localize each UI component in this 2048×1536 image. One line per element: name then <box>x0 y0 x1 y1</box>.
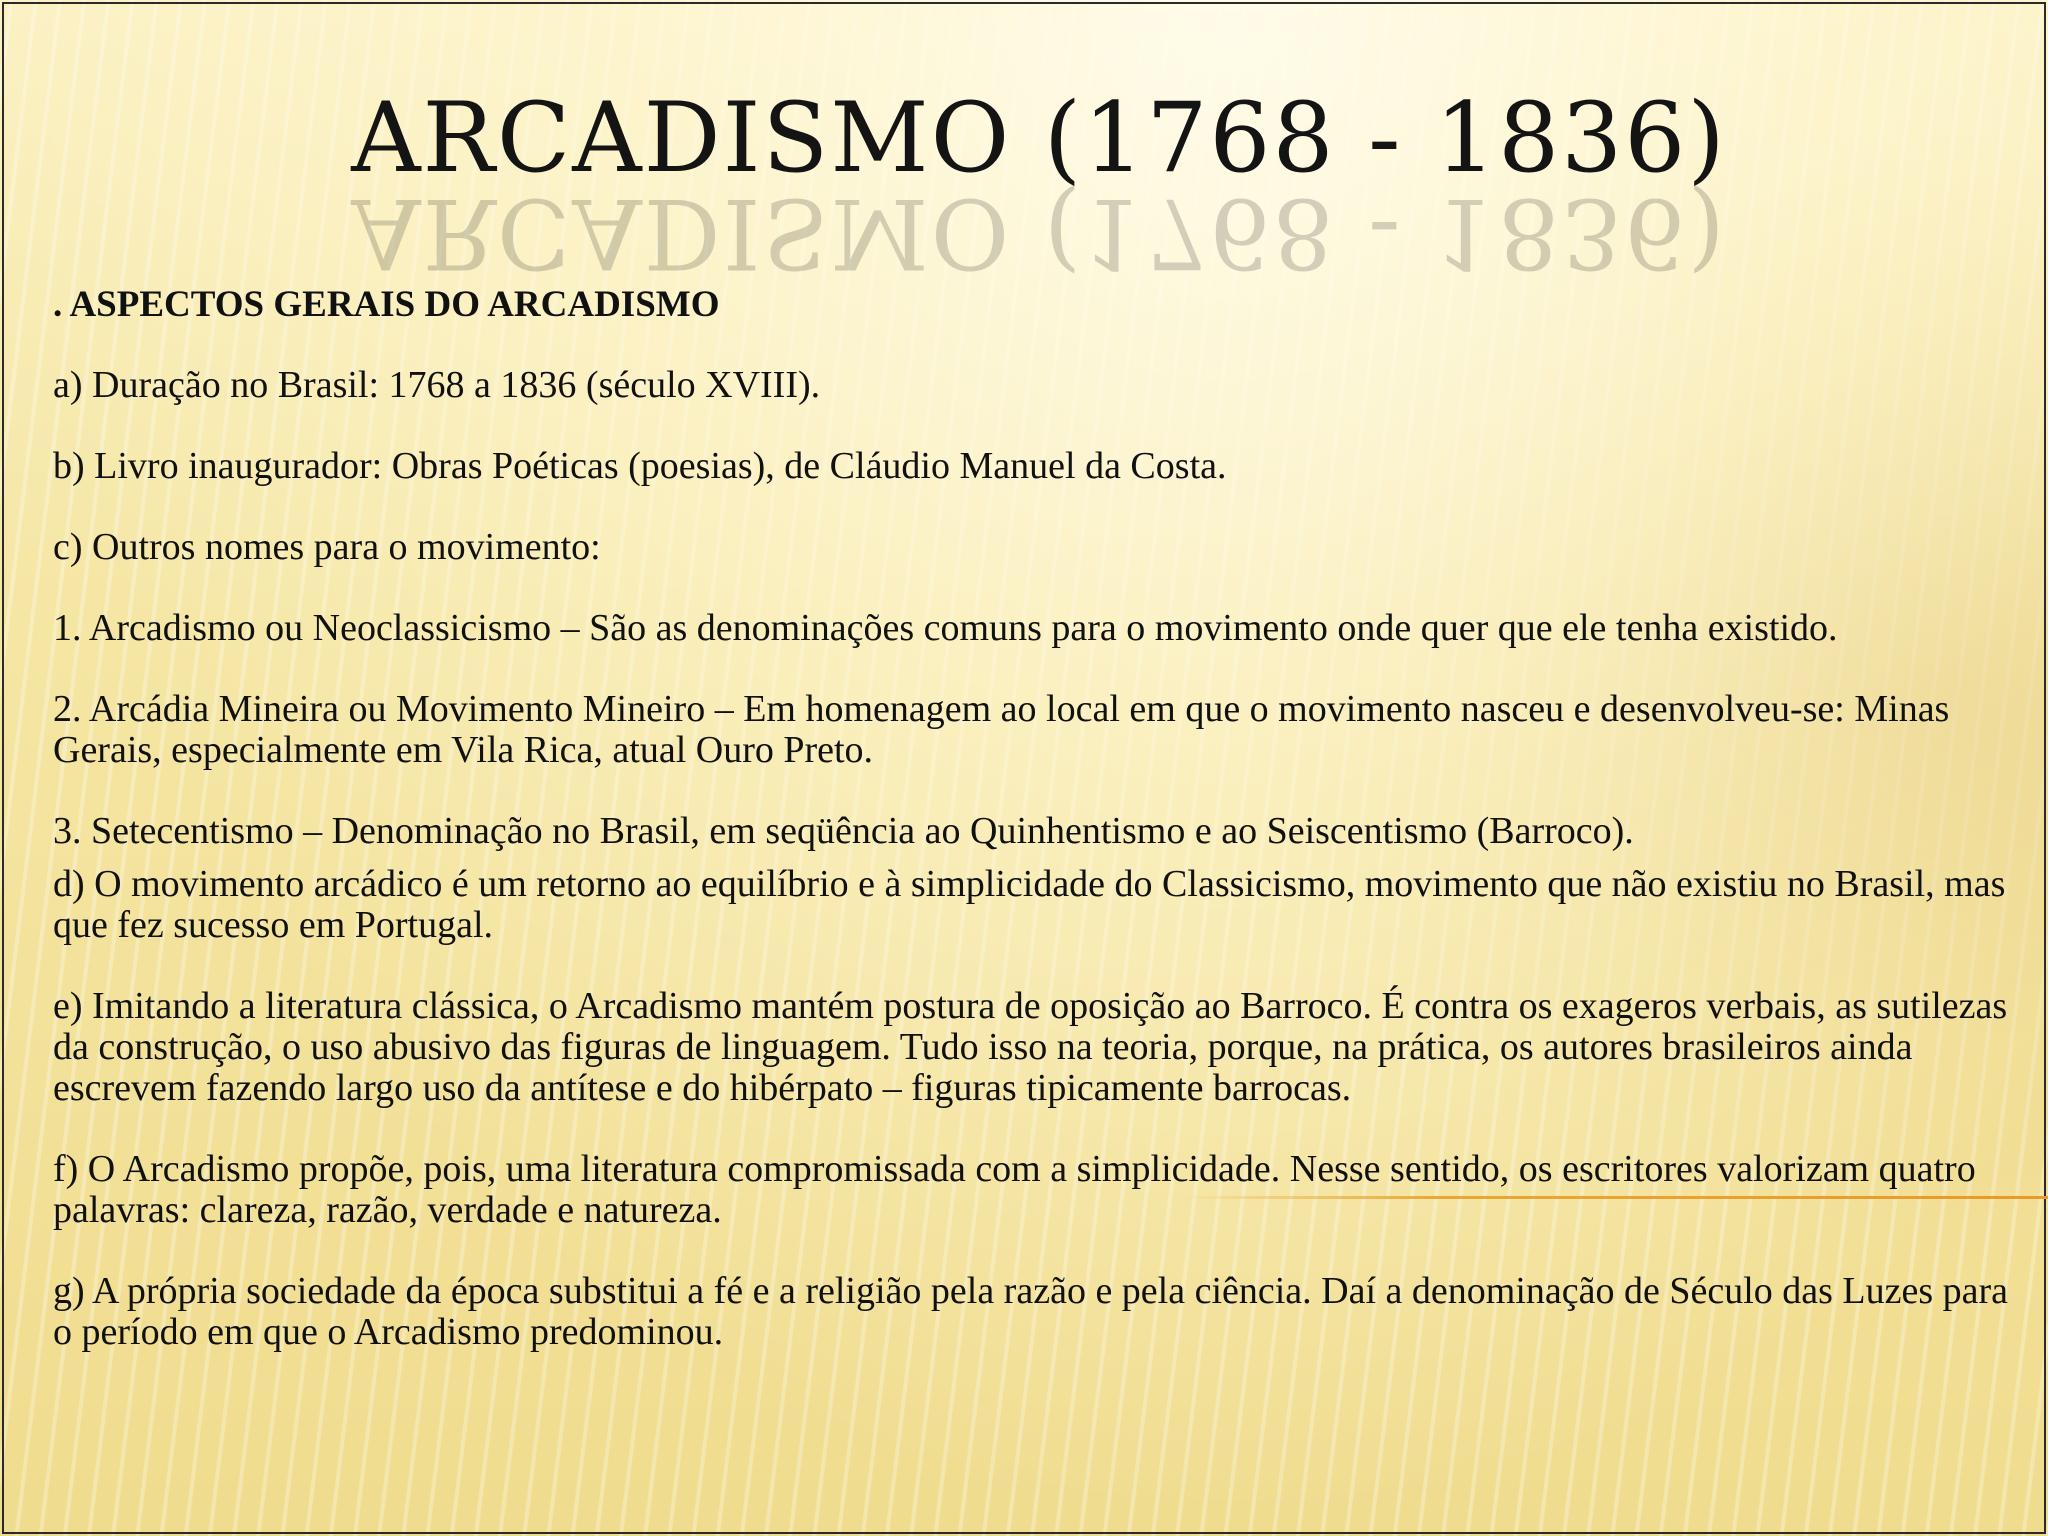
list-item-2: 2. Arcádia Mineira ou Movimento Mineiro – Em homenagem ao local em que o movimento nasceu e desenvolveu-se: Minas Gerais, especialmente em Vila Rica, atual Ouro Preto. <box>53 688 1950 771</box>
paragraph-b: b) Livro inaugurador: Obras Poéticas (poesias), de Cláudio Manuel da Costa. <box>53 445 1227 487</box>
slide-body <box>53 284 2013 1353</box>
paragraph-c: c) Outros nomes para o movimento: <box>53 526 601 568</box>
list-item-1: 1. Arcadismo ou Neoclassicismo – São as denominações comuns para o movimento onde quer que ele tenha existido. <box>53 607 1838 649</box>
paragraph-d: d) O movimento arcádico é um retorno ao equilíbrio e à simplicidade do Classicismo, movimento que não existiu no Brasil, mas que fez sucesso em Portugal. <box>53 863 2006 946</box>
paragraph-f: f) O Arcadismo propõe, pois, uma literatura compromissada com a simplicidade. Nesse sentido, os escritores valorizam quatro palavras: clareza, razão, verdade e natureza. <box>53 1148 1976 1231</box>
paragraph-a: a) Duração no Brasil: 1768 a 1836 (século XVIII). <box>53 364 821 406</box>
section-heading: . ASPECTOS GERAIS DO ARCADISMO <box>53 284 720 325</box>
paragraph-g: g) A própria sociedade da época substitui a fé e a religião pela razão e pela ciência. Daí a denominação de Século das Luzes para o período em que o Arcadismo predominou. <box>53 1270 2009 1353</box>
title-container <box>0 82 2048 194</box>
paragraph-e: e) Imitando a literatura clássica, o Arcadismo mantém postura de oposição ao Barroco. É contra os exageros verbais, as sutilezas da construção, o uso abusivo das figuras de linguagem. Tudo isso na teoria, porque, na prática, os autores brasileiros ainda escrevem fazendo largo uso da antítese e do hibérpato – figuras tipicamente barrocas. <box>53 985 2008 1109</box>
slide-title: ARCADISMO (1768 - 1836) <box>351 82 1727 194</box>
list-item-3: 3. Setecentismo – Denominação no Brasil, em seqüência ao Quinhentismo e ao Seiscentismo (Barroco). <box>53 810 1634 852</box>
title-reflection <box>0 177 2048 289</box>
title-reflection-text: ARCADISMO (1768 - 1836) <box>351 177 1727 289</box>
